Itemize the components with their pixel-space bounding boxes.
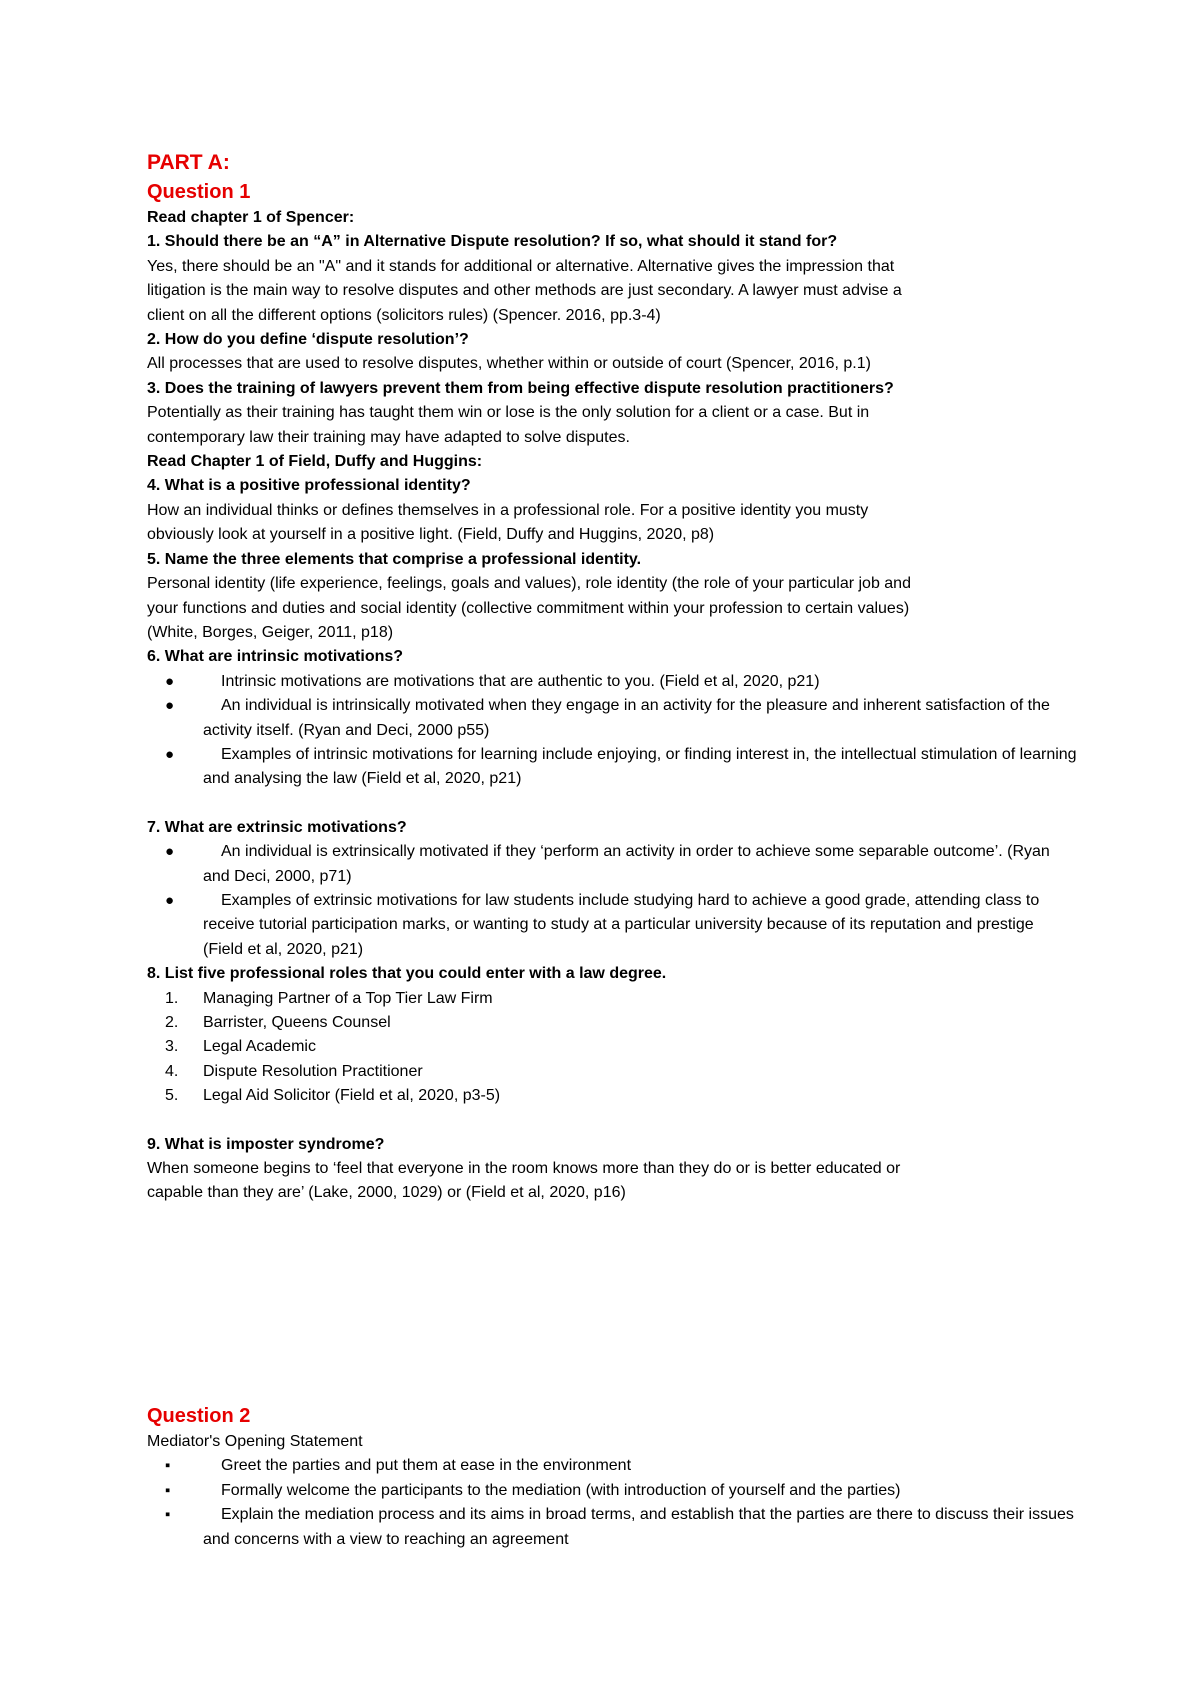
- spacer: [147, 1109, 1077, 1133]
- answer-1-3-line-1: Potentially as their training has taught them win or lose is the only solution for a client or a case. But in: [147, 404, 870, 422]
- reading-instruction-spencer: Read chapter 1 of Spencer:: [147, 209, 355, 226]
- answer-1-9-line-1: When someone begins to ‘feel that everyone in the room knows more than they do or is better educated or: [147, 1160, 901, 1178]
- list-item-text: An individual is intrinsically motivated when they engage in an activity for the pleasure and inherent satisfaction of the activity itself. (Ryan and Deci, 2000 p55): [203, 697, 1050, 739]
- list-item-text: Managing Partner of a Top Tier Law Firm: [203, 989, 493, 1007]
- question-1-5: 5. Name the three elements that comprise a professional identity.: [147, 550, 642, 568]
- question-1-title: Question 1: [147, 181, 251, 203]
- bullet-icon: ▪: [165, 1457, 171, 1475]
- question-1-7: 7. What are extrinsic motivations?: [147, 818, 407, 836]
- bullet-icon: ●: [165, 843, 175, 861]
- question-2-title: Question 2: [147, 1405, 251, 1427]
- question-1-1: 1. Should there be an “A” in Alternative Dispute resolution? If so, what should it stand for?: [147, 233, 838, 251]
- question-1-9: 9. What is imposter syndrome?: [147, 1135, 385, 1153]
- answer-1-9-line-2: capable than they are’ (Lake, 2000, 1029) or (Field et al, 2020, p16): [147, 1184, 626, 1202]
- question-1-2: 2. How do you define ‘dispute resolution’?: [147, 331, 469, 349]
- list-item-text: Barrister, Queens Counsel: [203, 1014, 391, 1031]
- list-number: 1.: [165, 989, 179, 1007]
- list-item: [147, 694, 1077, 743]
- question-1-8: 8. List five professional roles that you could enter with a law degree.: [147, 965, 667, 983]
- list-item-text: Legal Academic: [203, 1038, 316, 1056]
- list-item: [147, 1035, 1077, 1059]
- answer-1-4-line-1: How an individual thinks or defines themselves in a professional role. For a positive identity you musty: [147, 501, 869, 519]
- question-2-section: [147, 1402, 1077, 1552]
- intrinsic-motivation-list: [147, 670, 1077, 792]
- list-item-text: Formally welcome the participants to the mediation (with introduction of yourself and the parties): [221, 1481, 901, 1499]
- bullet-icon: ●: [165, 891, 175, 909]
- list-item-text: Intrinsic motivations are motivations that are authentic to you. (Field et al, 2020, p21): [221, 672, 820, 690]
- list-item: [147, 1454, 1077, 1478]
- answer-1-3-line-2: contemporary law their training may have adapted to solve disputes.: [147, 428, 630, 446]
- answer-1-2: All processes that are used to resolve disputes, whether within or outside of court (Spencer, 2016, p.1): [147, 355, 871, 373]
- bullet-icon: ●: [165, 745, 175, 763]
- list-number: 3.: [165, 1038, 179, 1056]
- question-1-4: 4. What is a positive professional identity?: [147, 477, 471, 495]
- answer-1-5-line-2: your functions and duties and social identity (collective commitment within your profession to certain values): [147, 599, 910, 617]
- list-item: [147, 889, 1077, 962]
- answer-1-1-line-1: Yes, there should be an "A" and it stands for additional or alternative. Alternative gives the impression that: [147, 257, 895, 275]
- list-item: [147, 1084, 1077, 1108]
- document-page: [147, 148, 1077, 1206]
- question-2-heading: Mediator's Opening Statement: [147, 1433, 363, 1450]
- answer-1-1-line-2: litigation is the main way to resolve disputes and other methods are just secondary. A lawyer must advise a: [147, 282, 902, 300]
- question-1-3: 3. Does the training of lawyers prevent them from being effective dispute resolution practitioners?: [147, 379, 894, 397]
- bullet-icon: ▪: [165, 1506, 171, 1524]
- answer-1-5-line-1: Personal identity (life experience, feelings, goals and values), role identity (the role of your particular job and: [147, 575, 911, 593]
- opening-statement-list: [147, 1454, 1077, 1552]
- list-item: [147, 840, 1077, 889]
- extrinsic-motivation-list: [147, 840, 1077, 962]
- bullet-icon: ▪: [165, 1481, 171, 1499]
- list-item-text: Dispute Resolution Practitioner: [203, 1062, 423, 1080]
- bullet-icon: ●: [165, 672, 175, 690]
- list-item: [147, 670, 1077, 694]
- list-item: [147, 1011, 1077, 1035]
- list-number: 2.: [165, 1014, 179, 1031]
- list-item: [147, 1503, 1077, 1552]
- list-item-text: Explain the mediation process and its aims in broad terms, and establish that the parties are there to discuss their issues and concerns with a view to reaching an agreement: [203, 1506, 1074, 1548]
- list-item: [147, 1479, 1077, 1503]
- list-item-text: Examples of extrinsic motivations for law students include studying hard to achieve a good grade, attending class to receive tutorial participation marks, or wanting to study at a particular university because of its reputation and prestige (Field et al, 2020, p21): [203, 891, 1040, 958]
- bullet-icon: ●: [165, 697, 175, 715]
- list-number: 4.: [165, 1062, 179, 1080]
- spacer: [147, 792, 1077, 816]
- answer-1-4-line-2: obviously look at yourself in a positive light. (Field, Duffy and Huggins, 2020, p8): [147, 526, 715, 544]
- question-1-6: 6. What are intrinsic motivations?: [147, 648, 404, 666]
- list-item: [147, 1060, 1077, 1084]
- answer-1-1-line-3: client on all the different options (solicitors rules) (Spencer. 2016, pp.3-4): [147, 306, 661, 324]
- list-item-text: Examples of intrinsic motivations for learning include enjoying, or finding interest in, the intellectual stimulation of learning and analysing the law (Field et al, 2020, p21): [203, 745, 1077, 788]
- list-item: [147, 987, 1077, 1011]
- list-number: 5.: [165, 1087, 179, 1105]
- list-item-text: An individual is extrinsically motivated if they ‘perform an activity in order to achieve some separable outcome’. (Ryan and Deci, 2000, p71): [203, 843, 1050, 885]
- answer-1-5-line-3: (White, Borges, Geiger, 2011, p18): [147, 623, 394, 641]
- list-item: [147, 743, 1077, 792]
- part-title: PART A:: [147, 151, 230, 174]
- list-item-text: Legal Aid Solicitor (Field et al, 2020, p3-5): [203, 1087, 501, 1105]
- professional-roles-list: [147, 987, 1077, 1109]
- reading-instruction-field: Read Chapter 1 of Field, Duffy and Huggins:: [147, 453, 483, 471]
- list-item-text: Greet the parties and put them at ease in the environment: [221, 1457, 632, 1475]
